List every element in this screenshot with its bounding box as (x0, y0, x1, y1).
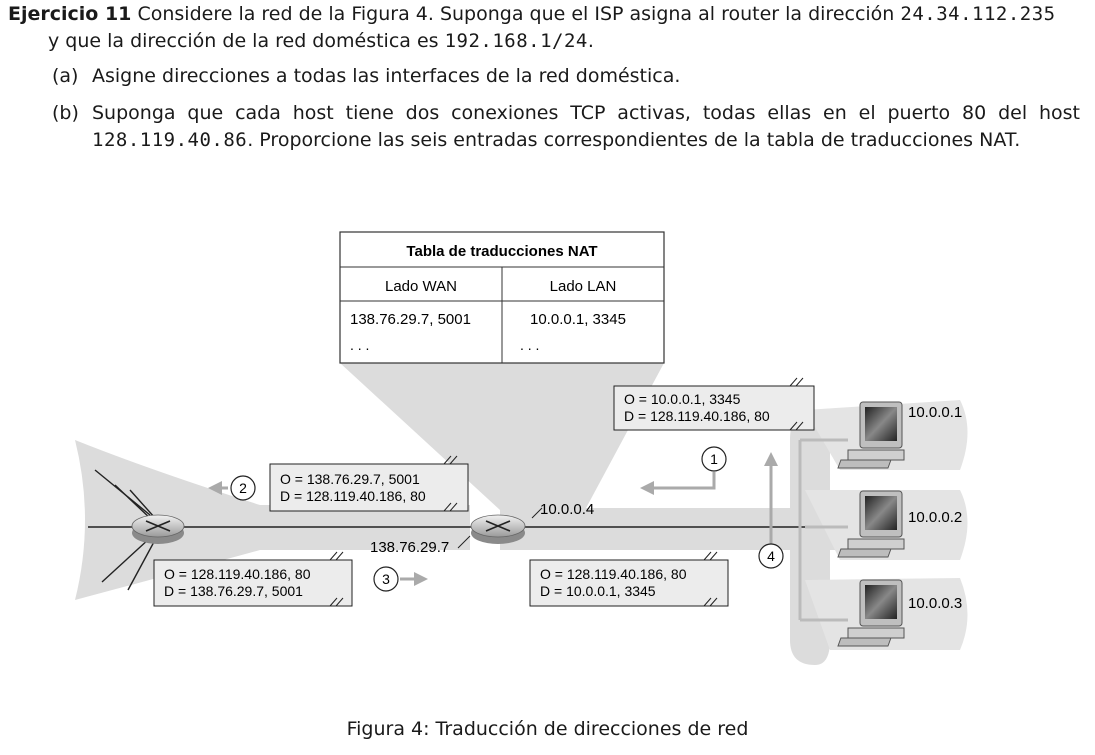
packet-2 (270, 456, 468, 511)
p1-src: O = 10.0.0.1, 3345 (624, 391, 741, 407)
item-b-marker: (b) (52, 102, 79, 124)
exercise-title: Ejercicio 11 (8, 3, 132, 25)
ellipsis-wan: . . . (350, 337, 370, 353)
home-network: 192.168.1/24 (444, 30, 588, 52)
packet-1 (614, 378, 814, 430)
p2-src: O = 138.76.29.7, 5001 (280, 471, 420, 487)
step-2-label: 2 (239, 480, 247, 496)
item-a-text: Asigne direcciones a todas las interfaces de la red doméstica. (92, 65, 681, 87)
p3-src: O = 128.119.40.186, 80 (164, 566, 311, 582)
col-wan: Lado WAN (385, 278, 457, 295)
isp-router-icon (132, 515, 184, 544)
p1-dst: D = 128.119.40.186, 80 (624, 408, 770, 424)
nat-table (340, 232, 664, 363)
step-1 (702, 447, 726, 471)
exercise-intro-2: y que la dirección de la red doméstica es (48, 30, 439, 52)
item-b-part-2: . Proporcione las seis entradas correspondientes de la tabla de traducciones NAT. (247, 129, 1021, 151)
step-4 (759, 544, 783, 568)
p4-src: O = 128.119.40.186, 80 (540, 566, 687, 582)
router-ip: 24.34.112.235 (900, 3, 1056, 25)
item-a-marker: (a) (52, 65, 79, 87)
step-4-label: 4 (767, 548, 775, 564)
nat-router-icon (471, 515, 525, 544)
p4-dst: D = 10.0.0.1, 3345 (540, 583, 656, 599)
host-3-ip: 10.0.0.3 (908, 595, 963, 612)
item-b-host: 128.119.40.86 (92, 129, 248, 151)
packet-3 (154, 552, 352, 606)
row-wan: 138.76.29.7, 5001 (350, 311, 471, 328)
ellipsis-lan: . . . (520, 337, 540, 353)
host-2-ip: 10.0.0.2 (908, 509, 963, 526)
nat-table-title: Tabla de traducciones NAT (406, 243, 598, 260)
host-1-ip: 10.0.0.1 (908, 404, 963, 421)
p2-dst: D = 128.119.40.186, 80 (280, 488, 426, 504)
nat-wan-ip: 138.76.29.7 (370, 539, 450, 556)
step-3 (374, 567, 398, 591)
intro-period: . (587, 30, 594, 52)
col-lan: Lado LAN (549, 278, 617, 295)
step-1-label: 1 (710, 451, 718, 467)
p3-dst: D = 138.76.29.7, 5001 (164, 583, 303, 599)
nat-lan-ip: 10.0.0.4 (540, 501, 595, 518)
row-lan: 10.0.0.1, 3345 (530, 311, 626, 328)
step-2 (231, 476, 255, 500)
packet-4 (530, 552, 728, 606)
item-b-part-1: Suponga que cada host tiene dos conexiones TCP activas, todas ellas en el puerto 80 del host (92, 102, 1080, 124)
figure-caption: Figura 4: Traducción de direcciones de red (346, 718, 749, 740)
step-3-label: 3 (382, 571, 390, 587)
exercise-intro-1: Considere la red de la Figura 4. Suponga que el ISP asigna al router la dirección (137, 3, 895, 25)
